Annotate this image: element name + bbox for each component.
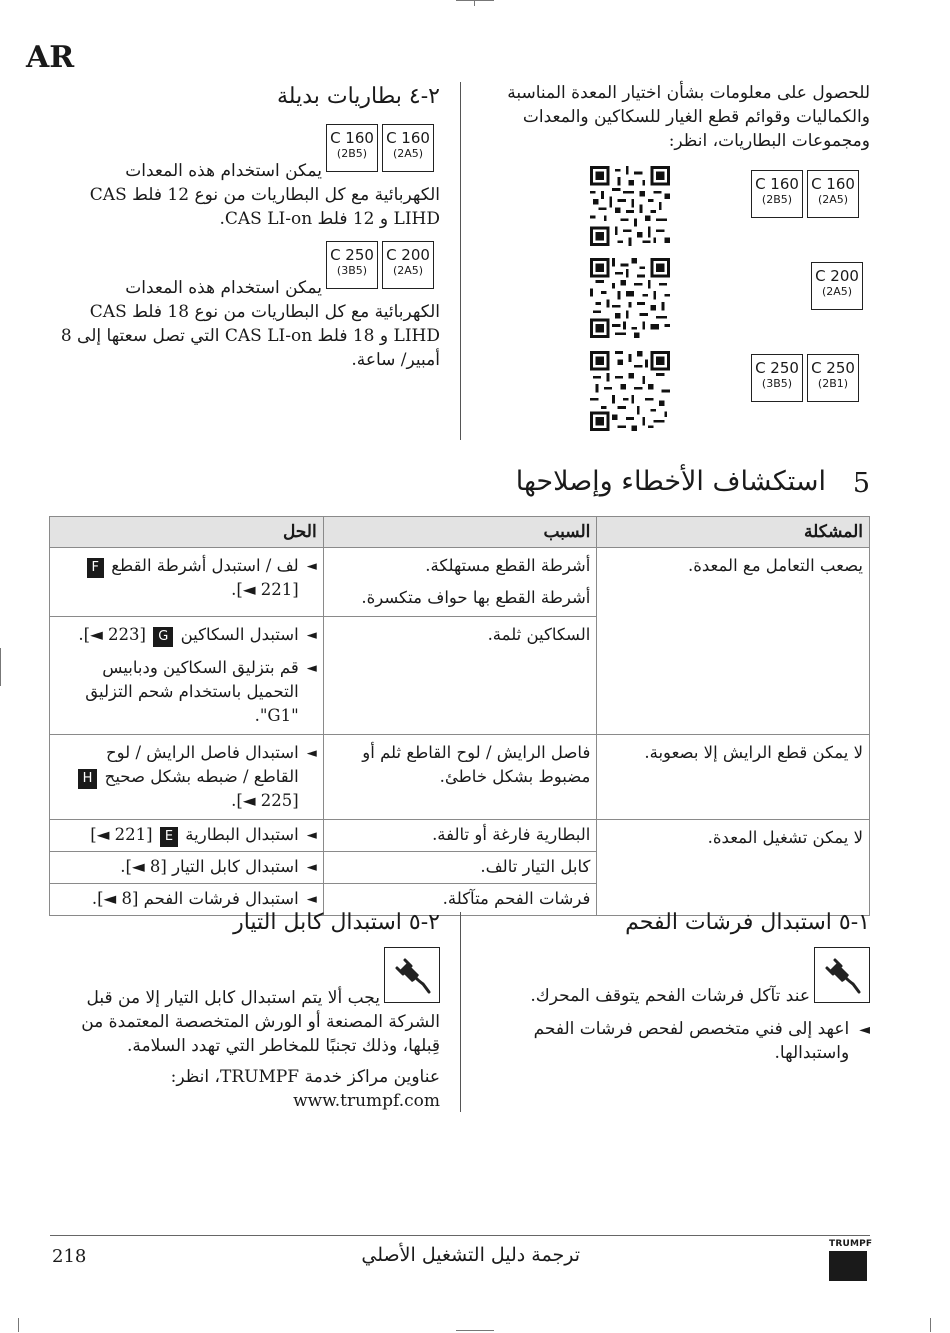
figure-badge: E xyxy=(160,827,178,847)
figure-badge: H xyxy=(78,769,98,789)
table-row xyxy=(50,548,870,617)
page-ref-link[interactable]: [223 ◄]. xyxy=(78,625,146,644)
problem-cell: لا يمكن تشغيل المعدة. xyxy=(597,820,870,916)
page-ref-link[interactable]: [221 ◄] xyxy=(90,825,153,844)
model-box: C 160 (2A5) xyxy=(807,170,859,218)
arrow-icon: ◄ xyxy=(306,860,317,875)
battery-models-2 xyxy=(326,241,434,289)
solution-cell: ◄ استبدال البطارية E [221 ◄] xyxy=(50,820,324,852)
header-problem: المشكلة xyxy=(597,517,870,548)
cause-cell: فرشات الفحم متآكلة. xyxy=(323,884,597,916)
crop-mark xyxy=(18,1318,19,1332)
cable-text-b: الشركة المصنعة أو الورش المتخصصة المعتمدة من قِبلها، وذلك تجنبًا للمخاطر التي تهدد السلامة. xyxy=(81,1012,440,1056)
solution-cell: ◄ استبدال فرشات الفحم [8 ◄]. xyxy=(50,884,324,916)
table-row xyxy=(50,820,870,852)
figure-badge: F xyxy=(87,558,104,578)
cause-cell: فاصل الرايش / لوح القاطع ثلم أو مضبوط بشكل خاطئ. xyxy=(323,735,597,820)
arrow-icon: ◄ xyxy=(306,559,317,574)
model-box: C 200 (2A5) xyxy=(382,241,434,289)
battery-text-1b: الكهربائية مع كل البطاريات من نوع 12 فلط CAS LIHD و 12 فلط CAS LI-on. xyxy=(89,185,440,229)
brush-text: عند تآكل فرشات الفحم يتوقف المحرك. xyxy=(530,986,810,1006)
model-box: C 250 (3B5) xyxy=(326,241,378,289)
model-group-row2 xyxy=(811,262,863,310)
crop-mark xyxy=(456,0,494,1)
problem-cell: يصعب التعامل مع المعدة. xyxy=(597,548,870,735)
model-box: C 160 (2B5) xyxy=(751,170,803,218)
model-box: C 250 (3B5) xyxy=(751,354,803,402)
section-5-title: استكشاف الأخطاء وإصلاحها xyxy=(515,466,826,497)
arrow-icon: ◄ xyxy=(306,892,317,907)
section-5-number: 5 xyxy=(852,468,870,499)
table-header-row xyxy=(50,517,870,548)
page-ref-link[interactable]: [221 ◄]. xyxy=(231,580,299,599)
crop-mark xyxy=(930,1318,931,1332)
solution-cell: ◄ لف / استبدل أشرطة القطع F [221 ◄]. xyxy=(50,548,324,617)
battery-text-1a: يمكن استخدام هذه المعدات xyxy=(125,161,322,181)
plug-icon xyxy=(384,947,440,1003)
section-4-2-heading: ٢-٤ بطاريات بديلة xyxy=(277,84,440,109)
problem-cell: لا يمكن قطع الرايش إلا بصعوبة. xyxy=(597,735,870,820)
model-box: C 250 (2B1) xyxy=(807,354,859,402)
page-number: 218 xyxy=(52,1246,87,1267)
column-divider xyxy=(460,912,461,1112)
section-5-2-heading: ٢-٥ استبدال كابل التيار xyxy=(233,910,440,935)
language-code: AR xyxy=(26,40,75,75)
plug-icon xyxy=(814,947,870,1003)
header-solution: الحل xyxy=(50,517,324,548)
cause-cell: السكاكين ثلمة. xyxy=(323,617,597,735)
model-group-row3 xyxy=(751,354,859,402)
battery-text-2b: الكهربائية مع كل البطاريات من نوع 18 فلط CAS LIHD و 18 فلط CAS LI-on التي تصل سعتها إلى 8 أمبير/ ساعة. xyxy=(60,302,440,370)
figure-badge: G xyxy=(153,627,173,647)
arrow-icon: ◄ xyxy=(306,828,317,843)
intro-text: للحصول على معلومات بشأن اختيار المعدة المناسبة والكماليات وقوائم قطع الغيار للسكاكين والمعدات ومجموعات البطاريات، انظر: xyxy=(507,83,870,151)
arrow-icon: ◄ xyxy=(306,746,317,761)
solution-cell: ◄ استبدال كابل التيار [8 ◄]. xyxy=(50,852,324,884)
arrow-icon: ◄ xyxy=(859,1022,870,1038)
crop-mark xyxy=(456,1330,494,1331)
model-box: C 160 (2A5) xyxy=(382,124,434,172)
battery-text-2a: يمكن استخدام هذه المعدات xyxy=(125,278,322,298)
document-title: ترجمة دليل التشغيل الأصلي xyxy=(361,1244,580,1266)
solution-cell: ◄ استبدل السكاكين G [223 ◄]. ◄ قم بتزليق السكاكين ودبابيس التحميل باستخدام شحم التزليق "G1". xyxy=(50,617,324,735)
model-group-row1 xyxy=(751,170,859,218)
crop-mark xyxy=(0,648,1,686)
arrow-icon: ◄ xyxy=(306,661,317,676)
model-box: C 160 (2B5) xyxy=(326,124,378,172)
qr-code[interactable] xyxy=(590,351,670,431)
section-5-1-heading: ١-٥ استبدال فرشات الفحم xyxy=(625,910,870,935)
troubleshooting-table xyxy=(49,516,870,916)
battery-models-1 xyxy=(326,124,434,172)
trumpf-logo-text: TRUMPF xyxy=(829,1239,873,1249)
table-row xyxy=(50,735,870,820)
service-address-label: عناوين مراكز خدمة TRUMPF، انظر: xyxy=(170,1067,440,1087)
footer-rule xyxy=(50,1235,870,1236)
solution-cell: ◄ استبدال فاصل الرايش / لوح القاطع / ضبطه بشكل صحيح H [225 ◄]. xyxy=(50,735,324,820)
cable-text-a: يجب ألا يتم استبدال كابل التيار إلا من قبل xyxy=(86,988,380,1008)
trumpf-logo xyxy=(829,1251,867,1281)
arrow-icon: ◄ xyxy=(306,628,317,643)
column-divider xyxy=(460,82,461,440)
cause-cell: كابل التيار تالف. xyxy=(323,852,597,884)
header-cause: السبب xyxy=(323,517,597,548)
cause-cell: البطارية فارغة أو تالفة. xyxy=(323,820,597,852)
trumpf-website-link[interactable]: www.trumpf.com xyxy=(293,1091,440,1111)
cause-cell: أشرطة القطع مستهلكة. أشرطة القطع بها حواف متكسرة. xyxy=(323,548,597,617)
qr-code[interactable] xyxy=(590,258,670,338)
model-box: C 200 (2A5) xyxy=(811,262,863,310)
page-ref-link[interactable]: [225 ◄]. xyxy=(231,791,299,810)
brush-step: ◄ اعهد إلى فني متخصص لفحص فرشات الفحم واستبدالها. xyxy=(533,1019,870,1063)
qr-code[interactable] xyxy=(590,166,670,246)
